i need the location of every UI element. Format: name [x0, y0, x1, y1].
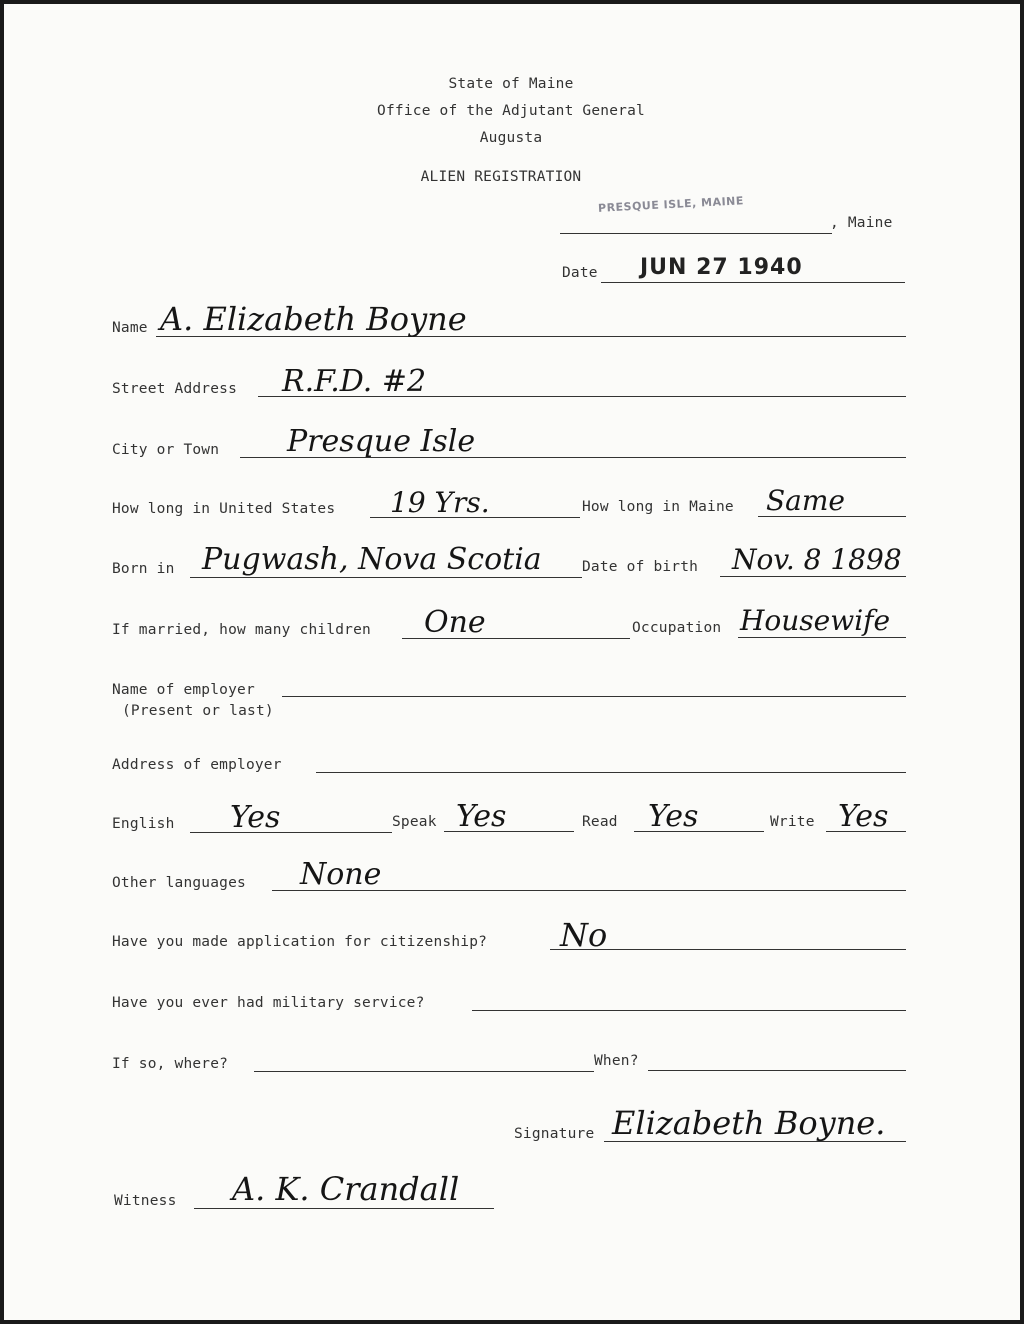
how-long-maine-value: Same	[766, 484, 845, 517]
signature-label: Signature	[514, 1126, 595, 1142]
location-line	[560, 233, 832, 234]
date-of-birth-line	[720, 576, 906, 577]
read-value: Yes	[648, 799, 699, 834]
english-label: English	[112, 816, 175, 832]
when-line	[648, 1070, 906, 1071]
read-label: Read	[582, 814, 618, 830]
header-state: State of Maine	[448, 76, 574, 92]
military-line	[472, 1010, 906, 1011]
name-value: A. Elizabeth Boyne	[160, 300, 467, 338]
header-city: Augusta	[479, 130, 543, 146]
witness-line	[194, 1208, 494, 1209]
employer-name-label: Name of employer	[112, 682, 255, 698]
english-line	[190, 832, 392, 833]
employer-address-label: Address of employer	[112, 757, 282, 773]
witness-value: A. K. Crandall	[232, 1170, 460, 1208]
speak-label: Speak	[392, 814, 437, 830]
street-label: Street Address	[112, 381, 238, 397]
how-long-us-label: How long in United States	[112, 501, 336, 517]
occupation-value: Housewife	[740, 604, 891, 637]
location-suffix: , Maine	[830, 215, 893, 231]
other-languages-value: None	[300, 857, 382, 892]
occupation-label: Occupation	[632, 620, 722, 636]
city-label: City or Town	[112, 442, 220, 458]
employer-name-sublabel: (Present or last)	[122, 703, 274, 719]
street-value: R.F.D. #2	[282, 364, 427, 399]
date-of-birth-label: Date of birth	[582, 559, 699, 575]
date-stamp: JUN 27 1940	[640, 255, 803, 280]
born-in-label: Born in	[112, 561, 175, 577]
date-label: Date	[562, 265, 598, 281]
other-languages-label: Other languages	[112, 875, 246, 891]
registration-form	[4, 4, 1020, 1320]
citizenship-value: No	[560, 916, 608, 954]
employer-address-line	[316, 772, 906, 773]
where-label: If so, where?	[112, 1056, 229, 1072]
children-value: One	[424, 605, 486, 640]
form-title: ALIEN REGISTRATION	[420, 169, 582, 185]
date-line	[601, 282, 905, 283]
born-in-line	[190, 577, 582, 578]
how-long-maine-label: How long in Maine	[582, 499, 734, 515]
city-value: Presque Isle	[287, 424, 476, 459]
employer-name-line	[282, 696, 906, 697]
when-label: When?	[594, 1053, 639, 1069]
witness-label: Witness	[114, 1193, 177, 1209]
date-of-birth-value: Nov. 8 1898	[732, 543, 902, 576]
how-long-us-value: 19 Yrs.	[390, 486, 490, 519]
occupation-line	[738, 637, 906, 638]
location-stamp: PRESQUE ISLE, MAINE	[597, 194, 745, 215]
header-office: Office of the Adjutant General	[377, 103, 645, 119]
signature-value: Elizabeth Boyne.	[612, 1104, 886, 1142]
military-label: Have you ever had military service?	[112, 995, 425, 1011]
speak-value: Yes	[456, 799, 507, 834]
citizenship-label: Have you made application for citizenship?	[112, 934, 488, 950]
english-value: Yes	[230, 800, 281, 835]
name-label: Name	[112, 320, 148, 336]
born-in-value: Pugwash, Nova Scotia	[202, 542, 542, 577]
children-label: If married, how many children	[112, 622, 371, 638]
write-label: Write	[770, 814, 815, 830]
write-value: Yes	[838, 799, 889, 834]
where-line	[254, 1071, 594, 1072]
